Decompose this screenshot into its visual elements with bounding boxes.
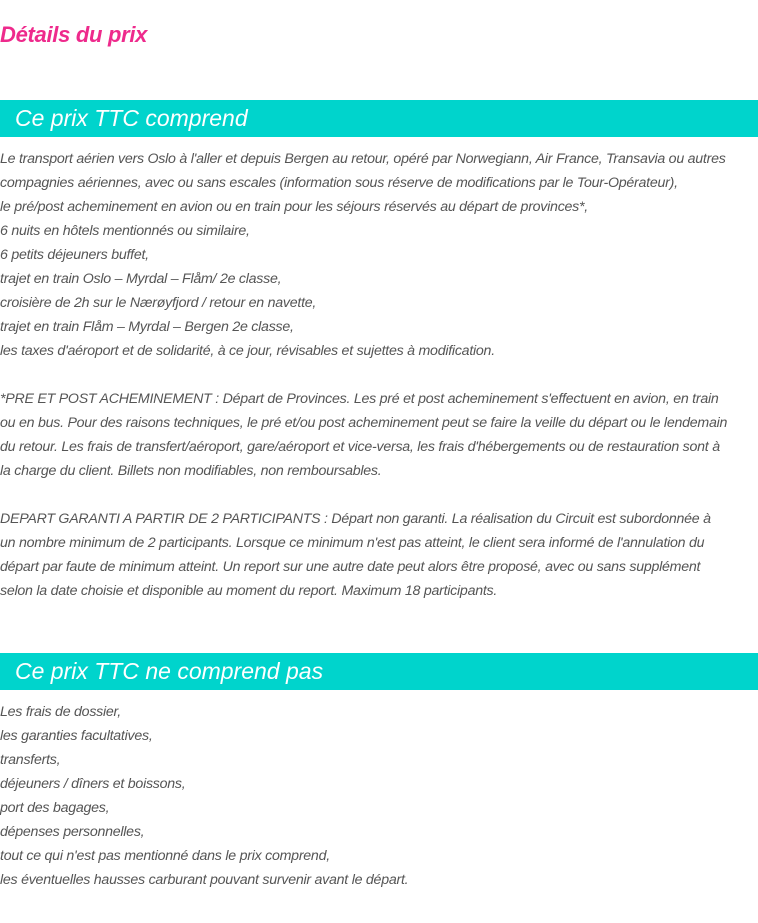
not-included-item: transferts, (0, 752, 61, 768)
included-item: trajet en train Flåm – Myrdal – Bergen 2e classe, (0, 319, 294, 335)
note-line: selon la date choisie et disponible au moment du report. Maximum 18 participants. (0, 583, 498, 599)
not-included-section-heading: Ce prix TTC ne comprend pas (0, 653, 758, 690)
not-included-item: port des bagages, (0, 800, 110, 816)
note-line: du retour. Les frais de transfert/aéroport, gare/aéroport et vice-versa, les frais d'hébergements ou de restauration sont à (0, 439, 720, 455)
note-line: ou en bus. Pour des raisons techniques, le pré et/ou post acheminement peut se faire la veille du départ ou le lendemain (0, 415, 728, 431)
not-included-list (0, 700, 758, 892)
included-item: les taxes d'aéroport et de solidarité, à ce jour, révisables et sujettes à modification. (0, 343, 495, 359)
included-item: 6 petits déjeuners buffet, (0, 247, 149, 263)
preacheminement-note (0, 387, 758, 483)
note-line: *PRE ET POST ACHEMINEMENT : Départ de Provinces. Les pré et post acheminement s'effectuent en avion, en train (0, 391, 719, 407)
note-line: départ par faute de minimum atteint. Un report sur une autre date peut alors être proposé, avec ou sans supplément (0, 559, 701, 575)
note-line: la charge du client. Billets non modifiables, non remboursables. (0, 463, 382, 479)
included-item: compagnies aériennes, avec ou sans escales (information sous réserve de modifications par le Tour-Opérateur), (0, 175, 678, 191)
included-item: croisière de 2h sur le Nærøyfjord / retour en navette, (0, 295, 317, 311)
not-included-item: les garanties facultatives, (0, 728, 153, 744)
not-included-item: Les frais de dossier, (0, 704, 121, 720)
not-included-item: dépenses personnelles, (0, 824, 145, 840)
note-line: un nombre minimum de 2 participants. Lorsque ce minimum n'est pas atteint, le client sera informé de l'annulation du (0, 535, 705, 551)
not-included-item: les éventuelles hausses carburant pouvant survenir avant le départ. (0, 872, 409, 888)
included-list (0, 147, 758, 363)
page-title: Détails du prix (0, 22, 148, 47)
not-included-item: tout ce qui n'est pas mentionné dans le prix comprend, (0, 848, 330, 864)
included-item: 6 nuits en hôtels mentionnés ou similaire, (0, 223, 250, 239)
included-item: trajet en train Oslo – Myrdal – Flåm/ 2e classe, (0, 271, 282, 287)
depart-garanti-note (0, 507, 758, 603)
included-item: le pré/post acheminement en avion ou en train pour les séjours réservés au départ de provinces*, (0, 199, 588, 215)
included-item: Le transport aérien vers Oslo à l'aller et depuis Bergen au retour, opéré par Norwegiann, Air France, Transavia ou autres (0, 151, 726, 167)
not-included-item: déjeuners / dîners et boissons, (0, 776, 186, 792)
note-line: DEPART GARANTI A PARTIR DE 2 PARTICIPANTS : Départ non garanti. La réalisation du Circuit est subordonnée à (0, 511, 711, 527)
included-section-heading: Ce prix TTC comprend (0, 100, 758, 137)
